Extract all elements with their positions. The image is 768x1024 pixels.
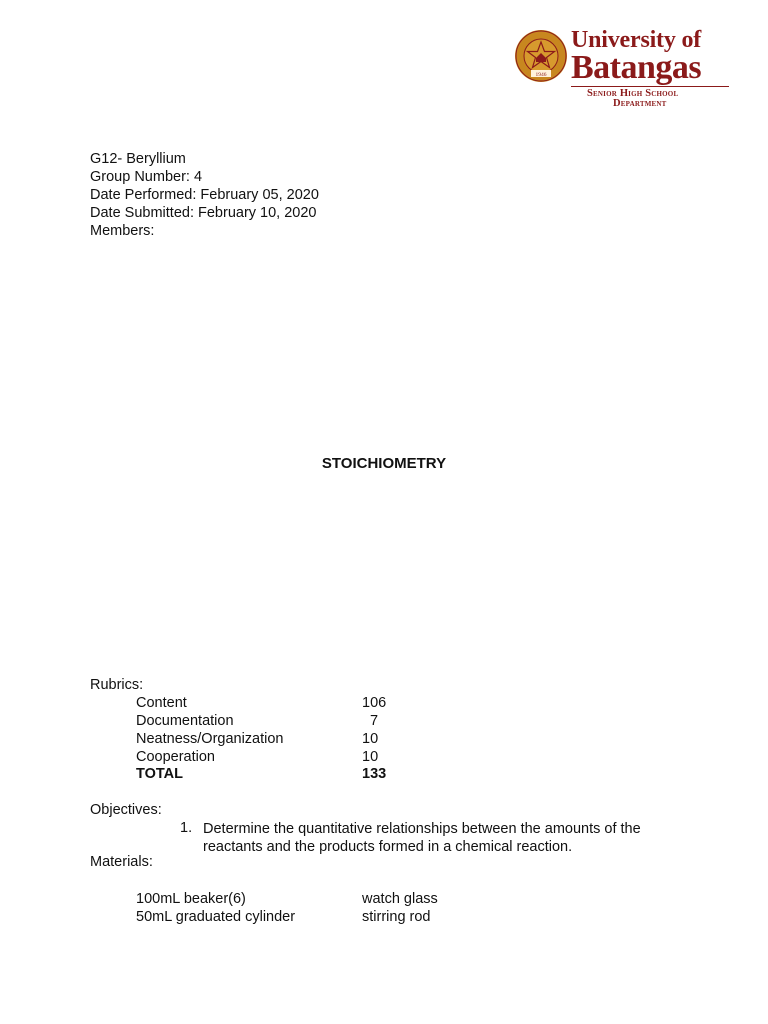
rubric-name: Content [136,695,187,711]
logo-line-batangas: Batangas [571,49,702,86]
rubric-score: 10 [362,731,379,747]
rubric-score: 106 [362,695,387,711]
objective-text: Determine the quantitative relationships between the amounts of the reactants and the products formed in a chemical reaction. [203,821,641,855]
group-number: Group Number: 4 [90,169,203,185]
rubric-row [136,713,436,731]
rubric-name: Neatness/Organization [136,731,284,747]
rubric-total-score: 133 [362,766,387,782]
rubric-score: 7 [370,713,379,729]
seal-year: 1946 [535,72,547,78]
rubric-total-label: TOTAL [136,766,183,782]
date-submitted: Date Submitted: February 10, 2020 [90,205,317,221]
logo-subtitle-school: Senior High School [587,88,679,99]
date-performed: Date Performed: February 05, 2020 [90,187,319,203]
rubric-score: 10 [362,749,379,765]
rubric-total-row [136,766,436,784]
rubric-row [136,731,436,749]
rubric-row [136,695,436,713]
page-title: STOICHIOMETRY [321,455,447,472]
logo-subtitle-department: Department [613,98,667,109]
university-seal-icon [514,29,568,83]
section-name: G12- Beryllium [90,151,186,167]
objectives-label: Objectives: [90,802,162,818]
rubric-row [136,749,436,767]
logo-divider [571,86,729,87]
rubrics-label: Rubrics: [90,677,144,693]
material-item: 100mL beaker(6) [136,891,246,907]
material-item: stirring rod [362,909,431,925]
material-item: watch glass [362,891,438,907]
materials-label: Materials: [90,854,153,870]
members-label: Members: [90,223,155,239]
material-item: 50mL graduated cylinder [136,909,296,925]
rubric-name: Cooperation [136,749,215,765]
logo-line-university: University of [571,27,702,53]
rubric-name: Documentation [136,713,234,729]
objective-number: 1. [180,820,193,836]
